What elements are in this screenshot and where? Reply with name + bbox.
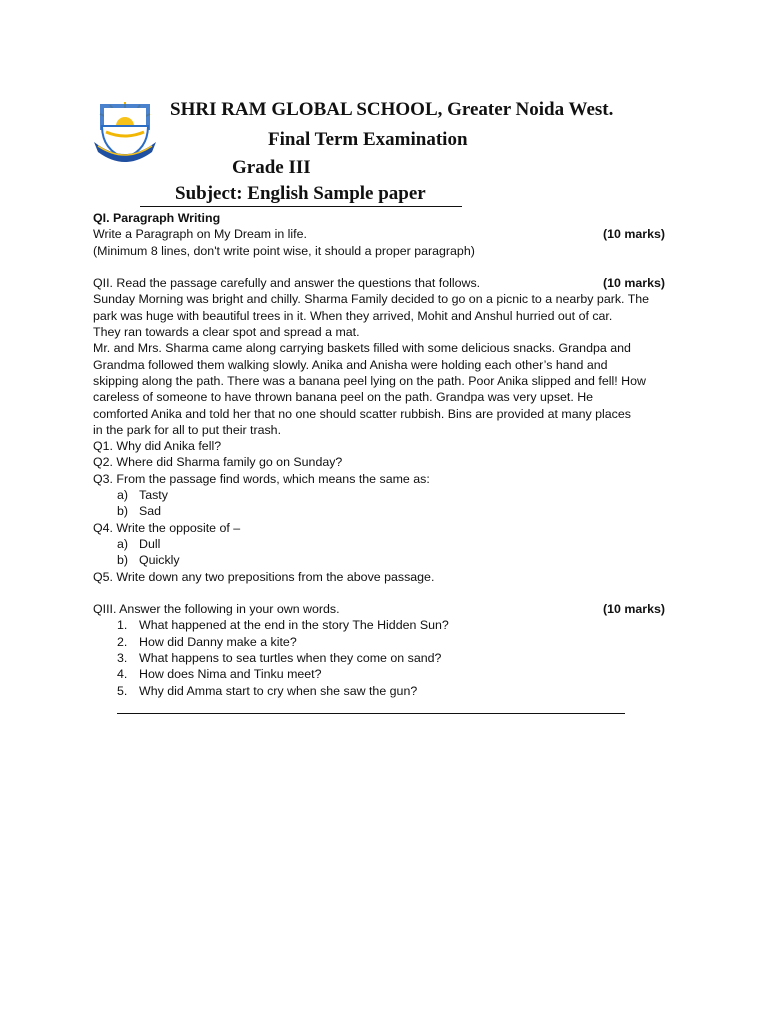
- grade-label: Grade III: [232, 157, 311, 178]
- question-q5: Q5. Write down any two prepositions from the above passage.: [93, 569, 435, 584]
- item-text: Quickly: [139, 553, 180, 568]
- exam-body: [93, 210, 678, 699]
- section1-marks: (10 marks): [603, 227, 665, 242]
- q3-item: [93, 487, 678, 503]
- q4-item: [93, 536, 678, 552]
- subject-title: Subject: English Sample paper: [175, 183, 426, 204]
- passage-line: in the park for all to put their trash.: [93, 422, 282, 437]
- section1-prompt-line: [93, 226, 678, 242]
- end-divider: [117, 713, 625, 714]
- q4-item: [93, 552, 678, 568]
- item-label: 3.: [117, 651, 128, 666]
- section3-item: [93, 666, 678, 682]
- header-underline: [140, 206, 462, 207]
- question-q1: Q1. Why did Anika fell?: [93, 439, 222, 454]
- item-text: Sad: [139, 504, 162, 519]
- question-q2: Q2. Where did Sharma family go on Sunday?: [93, 455, 343, 470]
- item-label: 1.: [117, 618, 128, 633]
- school-name: SHRI RAM GLOBAL SCHOOL, Greater Noida West.: [170, 99, 614, 120]
- item-text: What happens to sea turtles when they come on sand?: [139, 651, 442, 666]
- section2-heading-line: [93, 275, 678, 291]
- passage-line: skipping along the path. There was a banana peel lying on the path. Poor Anika slipped and fell! How: [93, 373, 646, 388]
- item-text: Dull: [139, 536, 161, 551]
- item-text: What happened at the end in the story The Hidden Sun?: [139, 618, 449, 633]
- section1-prompt: Write a Paragraph on My Dream in life.: [93, 227, 307, 242]
- question-q3: Q3. From the passage find words, which means the same as:: [93, 471, 430, 486]
- section3-item: [93, 634, 678, 650]
- item-label: b): [117, 504, 129, 519]
- section1-heading: QI. Paragraph Writing: [93, 211, 221, 225]
- section3-item: [93, 650, 678, 666]
- passage-line: Grandma followed them walking slowly. Anika and Anisha were holding each other’s hand and: [93, 357, 608, 372]
- item-text: Tasty: [139, 488, 168, 503]
- question-q4: Q4. Write the opposite of –: [93, 520, 241, 535]
- section1-note: (Minimum 8 lines, don't write point wise, it should a proper paragraph): [93, 243, 475, 258]
- item-text: Why did Amma start to cry when she saw the gun?: [139, 683, 418, 698]
- section3-heading-line: [93, 601, 678, 617]
- item-label: 4.: [117, 667, 128, 682]
- section2-heading: QII. Read the passage carefully and answer the questions that follows.: [93, 276, 481, 291]
- passage-line: careless of someone to have thrown banana peel on the path. Grandpa was very upset. He: [93, 390, 594, 405]
- item-label: 2.: [117, 634, 128, 649]
- item-label: a): [117, 536, 129, 551]
- section3-item: [93, 683, 678, 699]
- section3-heading: QIII. Answer the following in your own words.: [93, 602, 340, 617]
- passage-line: Sunday Morning was bright and chilly. Sharma Family decided to go on a picnic to a nearby park. The: [93, 292, 650, 307]
- item-label: b): [117, 553, 129, 568]
- passage-line: comforted Anika and told her that no one should scatter rubbish. Bins are provided at many places: [93, 406, 631, 421]
- item-text: How did Danny make a kite?: [139, 634, 297, 649]
- section3-item: [93, 617, 678, 633]
- section2-marks: (10 marks): [603, 276, 665, 291]
- item-label: 5.: [117, 683, 128, 698]
- exam-title: Final Term Examination: [268, 129, 468, 150]
- school-crest-logo: [92, 96, 158, 166]
- item-text: How does Nima and Tinku meet?: [139, 667, 322, 682]
- item-label: a): [117, 488, 129, 503]
- passage-line: Mr. and Mrs. Sharma came along carrying baskets filled with some delicious snacks. Grandpa and: [93, 341, 631, 356]
- passage-line: park was huge with beautiful trees in it. When they arrived, Mohit and Anshul hurried out of car.: [93, 308, 613, 323]
- passage-line: They ran towards a clear spot and spread a mat.: [93, 325, 360, 340]
- section3-marks: (10 marks): [603, 602, 665, 617]
- q3-item: [93, 503, 678, 519]
